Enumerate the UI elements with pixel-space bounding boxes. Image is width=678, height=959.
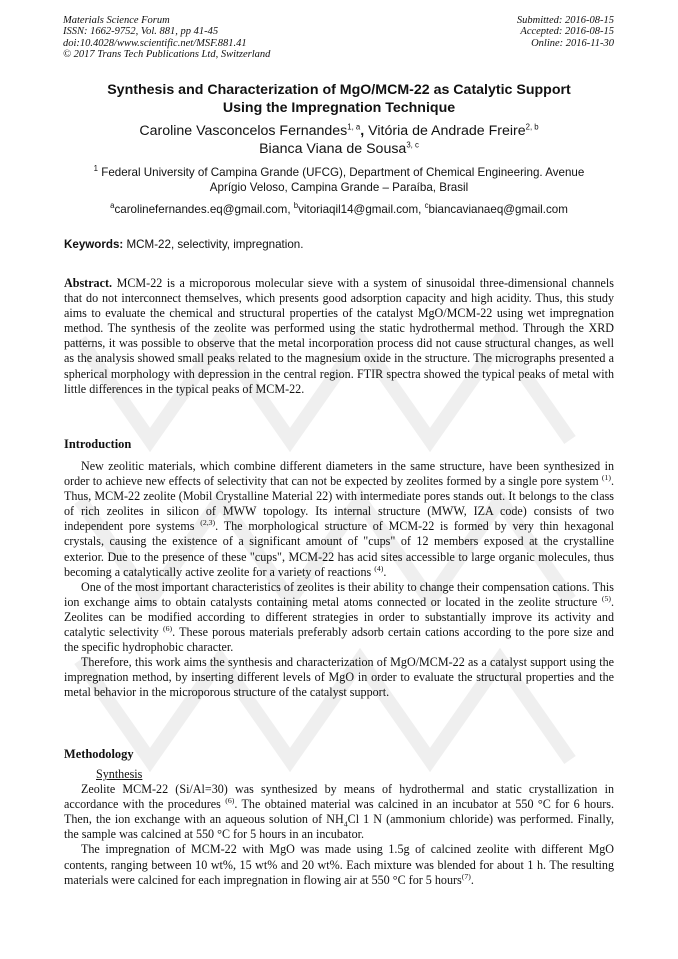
affiliation-text-1: Federal University of Campina Grande (UFCG), Department of Chemical Engineering. Avenue (98, 166, 585, 179)
email-c-sup: c (424, 201, 429, 211)
email-c: biancavianaeq@gmail.com (428, 203, 568, 216)
affiliation-line-1 (60, 166, 618, 181)
authors-line-2 (60, 140, 618, 158)
introduction-body (64, 459, 614, 701)
author-separator: , (360, 123, 369, 139)
methodology-body (64, 767, 614, 888)
affiliation-sup: 1 (93, 164, 99, 174)
keywords-label: Keywords: (64, 238, 124, 251)
intro-p2-text-b: . Zeolites can be modified according to different strategies in order to substantially improve its activity and catalytic selectivity (64, 594, 614, 640)
intro-p1-text-c: . The morphological structure of MCM-22 is formed by very thin hexagonal crystals, causing the existence of a significant amount of "cups" of 12 members exposed at the crystalline exterior. Due to the presence of these "cups", MCM-22 has acid sites accessible to large organic molecules, thus becoming a catalytically active zeolite for a variety of reactions (64, 519, 614, 579)
email-b-sup: b (293, 201, 299, 211)
intro-paragraph-3: Therefore, this work aims the synthesis and characterization of MgO/MCM-22 as a catalyst support using the impregnation method, by inserting different levels of MgO in order to evaluate the structural properties and the metal behavior in the microporous structure of the catalyst support. (64, 655, 614, 700)
intro-p1-text-d: . (383, 564, 387, 579)
intro-p2-text-c: . These porous materials preferably adsorb certain cations according to the pore size and the specific hydrophobic character. (64, 625, 614, 655)
affiliation-line-2: Aprígio Veloso, Campina Grande – Paraíba, Brasil (209, 180, 469, 194)
intro-paragraph-2 (64, 580, 614, 655)
abstract-text: MCM-22 is a microporous molecular sieve with a system of sinusoidal three-dimensional channels that do not interconnect themselves, which presents good adsorption capacity and high acidity. Thus, this study aims to evaluate the chemical and structural properties of the catalyst MgO/MCM-22 using wet impregnation method. The synthesis of the zeolite was performed using the static hydrothermal method. Through the XRD patterns, it was possible to observe that the metal incorporation process did not cause structural changes, as well as the analysis showed small peaks related to the magnesium oxide in the structure. The micrographs presented a spherical morphology with depression in the central region. FTIR spectra showed the typical peaks of metal with little differences in the typical peaks of MCM-22. (64, 276, 614, 396)
method-p2-ref: (7) (461, 871, 471, 881)
email-b: vitoriaqil14@gmail.com, (298, 203, 425, 216)
abstract-paragraph (64, 276, 614, 397)
method-p1-text-c: Cl 1 N (ammonium chloride) was performed. Finally, the sample was calcined at 550 °C for 5 hours in an incubator. (64, 812, 614, 842)
author-list (60, 122, 618, 158)
submitted-date: Submitted: 2016-08-15 (516, 15, 614, 26)
author-emails (60, 203, 618, 218)
author-3-sup: 3, c (406, 140, 419, 150)
title-line-2: Using the Impregnation Technique (222, 100, 456, 116)
method-p1-text-a: Zeolite MCM-22 (Si/Al=30) was synthesized by means of hydrothermal and static crystallization in accordance with the procedures (64, 782, 614, 812)
online-date: Online: 2016-11-30 (531, 37, 614, 49)
email-a: carolinefernandes.eq@gmail.com, (114, 203, 294, 216)
accepted-date: Accepted: 2016-08-15 (520, 26, 614, 38)
journal-name: Materials Science Forum (63, 15, 170, 26)
intro-p1-ref-2: (2,3) (200, 518, 216, 528)
affiliation (60, 166, 618, 195)
abstract-label: Abstract. (64, 276, 113, 290)
intro-p1-text-b: . Thus, MCM-22 zeolite (Mobil Crystalline Material 22) with intermediate pores stands out. It belongs to the class of rich zeolites in silicon of MWW topology. Its internal structure (MWW, IZA code) consists of two independent pore systems (64, 474, 614, 534)
method-p1-ref: (6) (225, 796, 235, 806)
intro-p2-text-a: One of the most important characteristics of zeolites is their ability to change their compensation cations. This ion exchange aims to obtain catalysts containing metal atoms connected or located in the zeolite structure (64, 579, 614, 609)
author-2-sup: 2, b (525, 122, 539, 132)
intro-p2-ref-1: (5) (601, 593, 611, 603)
keywords (64, 238, 614, 253)
email-a-sup: a (110, 201, 115, 211)
journal-issn: ISSN: 1662-9752, Vol. 881, pp 41-45 (63, 26, 219, 38)
introduction-heading: Introduction (64, 437, 132, 451)
author-1-sup: 1, a (347, 122, 361, 132)
synthesis-subheading: Synthesis (96, 767, 143, 781)
abstract (64, 276, 614, 397)
method-paragraph-1 (64, 782, 614, 842)
authors-line-1 (60, 122, 618, 140)
author-1-name: Caroline Vasconcelos Fernandes (139, 123, 348, 139)
intro-p1-ref-3: (4) (374, 563, 384, 573)
methodology-heading: Methodology (64, 747, 134, 761)
journal-doi: doi:10.4028/www.scientific.net/MSF.881.41 (63, 37, 247, 49)
intro-p1-ref-1: (1) (601, 473, 611, 483)
method-p1-subscript: 4 (343, 819, 348, 829)
submission-dates (517, 15, 614, 49)
method-p2-text-a: The impregnation of MCM-22 with MgO was made using 1.5g of calcined zeolite with different MgO contents, ranging between 10 wt%, 15 wt% and 20 wt%. Each mixture was blended for about 1 h. The resulting materials were calcined for each impregnation in flowing air at 550 °C for 5 hours (64, 842, 614, 887)
author-3-name: Bianca Viana de Sousa (259, 141, 407, 157)
intro-p1-text-a: New zeolitic materials, which combine different diameters in the same structure, have been synthesized in order to achieve new effects of selectivity that can not be expected by zeolites formed by a single pore system (64, 459, 614, 489)
journal-info (63, 15, 270, 60)
title-line-1: Synthesis and Characterization of MgO/MCM-22 as Catalytic Support (107, 82, 571, 98)
method-paragraph-2 (64, 842, 614, 887)
author-2-name: Vitória de Andrade Freire (368, 123, 526, 139)
method-p2-text-b: . (470, 872, 474, 887)
intro-paragraph-1 (64, 459, 614, 580)
paper-title (60, 81, 618, 117)
journal-copyright: © 2017 Trans Tech Publications Ltd, Switzerland (63, 48, 271, 60)
keywords-text: MCM-22, selectivity, impregnation. (123, 238, 304, 251)
intro-p2-ref-2: (6) (163, 624, 173, 633)
method-p1-text-b: . The obtained material was calcined in an incubator at 550 °C for 6 hours. Then, the ion exchange with an aqueous solution of NH (64, 797, 614, 827)
